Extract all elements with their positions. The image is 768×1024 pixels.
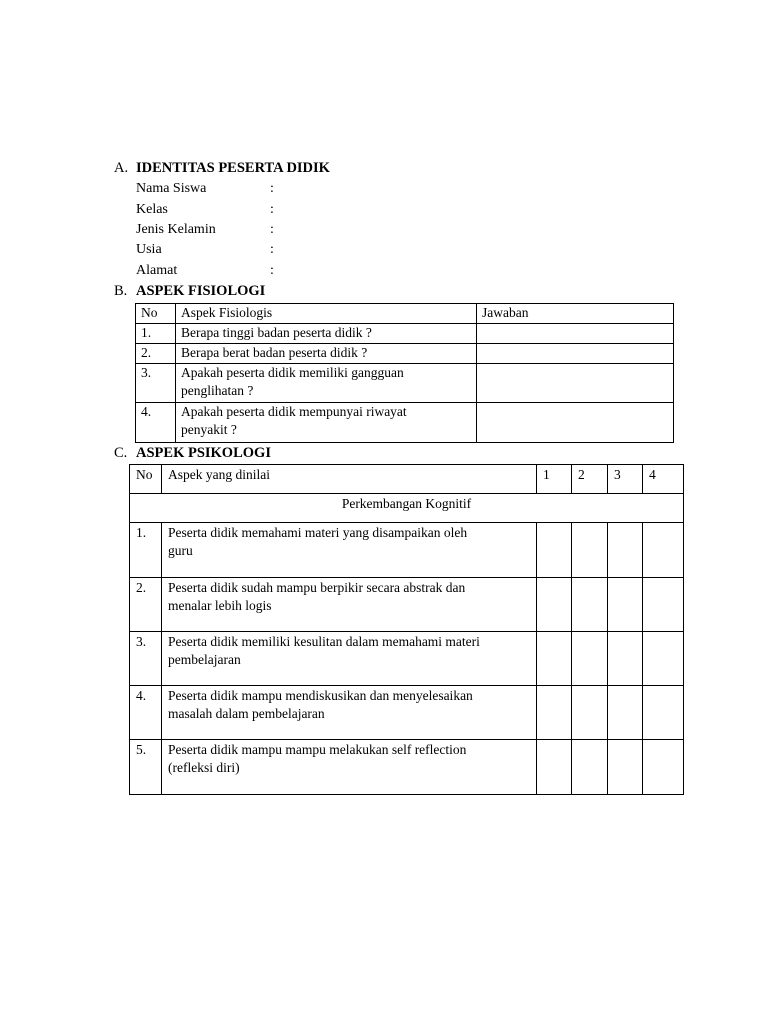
row-statement	[162, 632, 537, 686]
answer-cell[interactable]	[477, 403, 674, 443]
row-statement	[162, 523, 537, 578]
row-statement-line2: pembelajaran	[168, 652, 241, 667]
fisiologi-header-aspect: Aspek Fisiologis	[176, 304, 477, 324]
score-cell-1[interactable]	[537, 740, 572, 795]
row-statement-line2: menalar lebih logis	[168, 598, 272, 613]
section-c-title: ASPEK PSIKOLOGI	[136, 445, 271, 461]
field-jenis-kelamin-colon: :	[270, 222, 274, 237]
section-a-letter: A.	[114, 160, 129, 176]
score-cell-1[interactable]	[537, 523, 572, 578]
field-usia-colon: :	[270, 242, 274, 257]
row-number: 1.	[130, 523, 162, 578]
row-statement-line1: Peserta didik mampu mampu melakukan self reflection	[168, 742, 467, 757]
table-row	[130, 578, 684, 632]
score-cell-3[interactable]	[608, 523, 643, 578]
row-question	[176, 403, 477, 443]
score-header-1: 1	[537, 465, 572, 494]
table-row	[136, 403, 674, 443]
table-row	[136, 344, 674, 364]
score-cell-3[interactable]	[608, 686, 643, 740]
fisiologi-header-row	[136, 304, 674, 324]
row-question-line1: Apakah peserta didik mempunyai riwayat	[181, 404, 407, 419]
score-header-4: 4	[643, 465, 684, 494]
row-statement-line1: Peserta didik memiliki kesulitan dalam memahami materi	[168, 634, 480, 649]
row-number: 4.	[130, 686, 162, 740]
row-statement-line2: (refleksi diri)	[168, 760, 240, 775]
score-header-2: 2	[572, 465, 608, 494]
table-row	[136, 324, 674, 344]
field-usia-label: Usia	[136, 242, 162, 257]
section-c-heading	[114, 444, 271, 462]
score-cell-1[interactable]	[537, 632, 572, 686]
score-cell-2[interactable]	[572, 740, 608, 795]
row-statement-line1: Peserta didik mampu mendiskusikan dan menyelesaikan	[168, 688, 473, 703]
row-statement-line2: guru	[168, 543, 193, 558]
row-statement-line1: Peserta didik sudah mampu berpikir secara abstrak dan	[168, 580, 466, 595]
score-cell-3[interactable]	[608, 632, 643, 686]
field-kelas-colon: :	[270, 202, 274, 217]
field-kelas-label: Kelas	[136, 202, 168, 217]
section-b-letter: B.	[114, 283, 128, 299]
score-header-3: 3	[608, 465, 643, 494]
score-cell-4[interactable]	[643, 578, 684, 632]
fisiologi-table	[135, 303, 674, 443]
row-number: 2.	[130, 578, 162, 632]
score-cell-2[interactable]	[572, 632, 608, 686]
field-nama-siswa-colon: :	[270, 181, 274, 196]
row-number: 3.	[136, 364, 176, 403]
score-cell-1[interactable]	[537, 686, 572, 740]
row-question-line1: Apakah peserta didik memiliki gangguan	[181, 365, 404, 380]
section-a-heading	[114, 159, 330, 177]
score-cell-4[interactable]	[643, 740, 684, 795]
score-cell-2[interactable]	[572, 686, 608, 740]
score-cell-2[interactable]	[572, 523, 608, 578]
row-statement	[162, 578, 537, 632]
row-statement	[162, 686, 537, 740]
table-row	[136, 364, 674, 403]
row-statement-line1: Peserta didik memahami materi yang disampaikan oleh	[168, 525, 468, 540]
table-row	[130, 686, 684, 740]
row-number: 3.	[130, 632, 162, 686]
answer-cell[interactable]	[477, 344, 674, 364]
score-cell-3[interactable]	[608, 578, 643, 632]
psikologi-header-aspect: Aspek yang dinilai	[162, 465, 537, 494]
field-alamat-colon: :	[270, 263, 274, 278]
row-number: 1.	[136, 324, 176, 344]
section-b-heading	[114, 282, 265, 300]
answer-cell[interactable]	[477, 324, 674, 344]
row-question	[176, 364, 477, 403]
section-a-title: IDENTITAS PESERTA DIDIK	[136, 160, 330, 176]
section-c-letter: C.	[114, 445, 128, 461]
row-number: 5.	[130, 740, 162, 795]
psikologi-header-row	[130, 465, 684, 494]
row-number: 2.	[136, 344, 176, 364]
score-cell-4[interactable]	[643, 686, 684, 740]
row-question: Berapa tinggi badan peserta didik ?	[176, 324, 477, 344]
row-question-line2: penyakit ?	[181, 422, 237, 437]
row-number: 4.	[136, 403, 176, 443]
table-row	[130, 740, 684, 795]
row-statement-line2: masalah dalam pembelajaran	[168, 706, 325, 721]
row-question: Berapa berat badan peserta didik ?	[176, 344, 477, 364]
score-cell-4[interactable]	[643, 632, 684, 686]
row-statement	[162, 740, 537, 795]
score-cell-2[interactable]	[572, 578, 608, 632]
psikologi-header-no: No	[130, 465, 162, 494]
score-cell-3[interactable]	[608, 740, 643, 795]
table-row	[130, 632, 684, 686]
score-cell-1[interactable]	[537, 578, 572, 632]
field-nama-siswa-label: Nama Siswa	[136, 181, 207, 196]
subheader-perkembangan-kognitif: Perkembangan Kognitif	[130, 494, 684, 523]
score-cell-4[interactable]	[643, 523, 684, 578]
subheader-row	[130, 494, 684, 523]
answer-cell[interactable]	[477, 364, 674, 403]
section-b-title: ASPEK FISIOLOGI	[136, 283, 266, 299]
field-jenis-kelamin-label: Jenis Kelamin	[136, 222, 216, 237]
field-alamat-label: Alamat	[136, 263, 178, 278]
table-row	[130, 523, 684, 578]
fisiologi-header-no: No	[136, 304, 176, 324]
fisiologi-header-answer: Jawaban	[477, 304, 674, 324]
row-question-line2: penglihatan ?	[181, 383, 254, 398]
psikologi-table	[129, 464, 684, 795]
